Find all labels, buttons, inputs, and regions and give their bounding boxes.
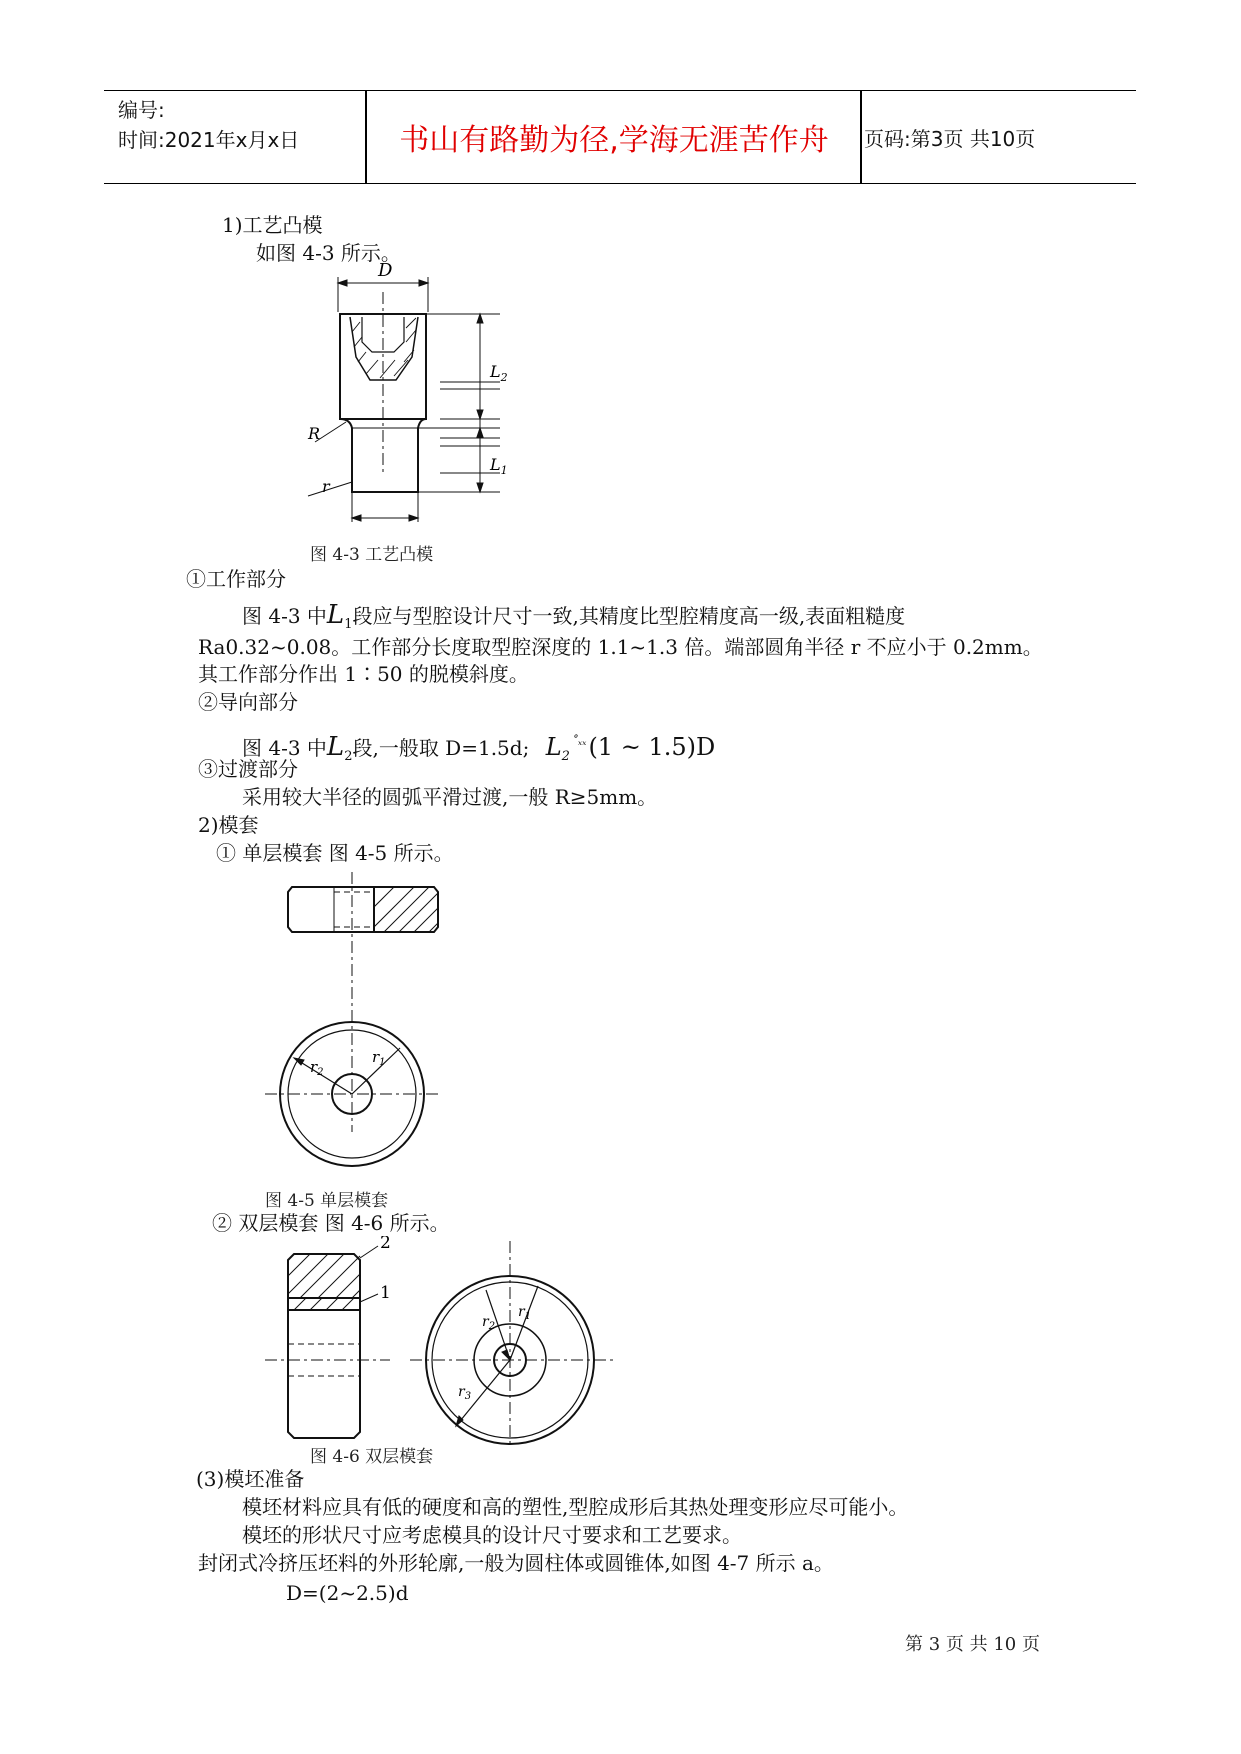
paragraph-line: 模坯的形状尺寸应考虑模具的设计尺寸要求和工艺要求。	[242, 1523, 742, 1547]
formula-line: D=(2~2.5)d	[286, 1581, 409, 1605]
paragraph-line: 模坯材料应具有低的硬度和高的塑性,型腔成形后其热处理变形应尽可能小。	[242, 1495, 909, 1519]
subsection-title: ② 双层模套 图 4-6 所示。	[212, 1211, 450, 1235]
subsection-title: ③过渡部分	[198, 757, 298, 781]
figure-4-3-punch-drawing	[300, 262, 530, 522]
subsection-title: ②导向部分	[198, 690, 298, 714]
header-page-info: 页码:第3页 共10页	[864, 126, 1036, 151]
subsection-title: ① 单层模套 图 4-5 所示。	[216, 841, 454, 865]
subsection-title: ①工作部分	[186, 567, 286, 591]
page-header	[104, 90, 1136, 184]
figure-4-6-double-sleeve-drawing	[260, 1236, 620, 1446]
header-divider	[860, 91, 862, 183]
figure-reference: 如图 4-3 所示。	[256, 241, 401, 265]
label-r1: $r_1$	[518, 1304, 532, 1322]
label-r3: $r_3$	[458, 1384, 472, 1402]
header-meta	[118, 95, 299, 155]
paragraph-line: 其工作部分作出 1∶50 的脱模斜度。	[198, 662, 529, 686]
figure-4-5-single-sleeve-drawing	[260, 872, 460, 1182]
label-r: r	[322, 477, 330, 496]
section-title: 1)工艺凸模	[222, 213, 323, 237]
label-L2: $L_2$	[490, 362, 508, 384]
label-L1: $L_1$	[490, 455, 508, 477]
page-footer: 第 3 页 共 10 页	[905, 1634, 1040, 1655]
paragraph-line: 图 4-3 中$L_1$段应与型腔设计尺寸一致,其精度比型腔精度高一级,表面粗糙度	[242, 600, 906, 632]
document-number-label: 编号:	[118, 98, 165, 122]
label-r2: $r_2$	[310, 1058, 324, 1078]
document-time-label: 时间:2021年x月x日	[118, 128, 300, 152]
label-part-2: 2	[380, 1236, 391, 1253]
paragraph-line: 图 4-3 中$L_2$段,一般取 D=1.5d; $L_2^{˚_{xx}}(1$ ~ 1.5)D	[242, 732, 716, 764]
section-title: (3)模坯准备	[196, 1467, 305, 1491]
section-title: 2)模套	[198, 813, 259, 837]
formula: $L_2^{˚_{xx}}(1$ ~ 1.5)D	[545, 733, 716, 764]
header-divider	[365, 91, 367, 183]
header-motto: 书山有路勤为径,学海无涯苦作舟	[399, 123, 829, 158]
label-D: D	[378, 262, 393, 281]
label-r1: $r_1$	[372, 1048, 386, 1068]
paragraph-line: 采用较大半径的圆弧平滑过渡,一般 R≥5mm。	[242, 785, 658, 809]
paragraph-line: 封闭式冷挤压坯料的外形轮廓,一般为圆柱体或圆锥体,如图 4-7 所示 a。	[198, 1551, 834, 1575]
label-R: R	[308, 424, 321, 443]
figure-caption: 图 4-6 双层模套	[310, 1447, 434, 1467]
label-r2: $r_2$	[482, 1314, 496, 1332]
figure-caption: 图 4-5 单层模套	[265, 1191, 389, 1211]
figure-caption: 图 4-3 工艺凸模	[310, 545, 434, 565]
label-part-1: 1	[380, 1283, 391, 1303]
paragraph-line: Ra0.32~0.08。工作部分长度取型腔深度的 1.1~1.3 倍。端部圆角半径 r 不应小于 0.2mm。	[198, 635, 1043, 659]
